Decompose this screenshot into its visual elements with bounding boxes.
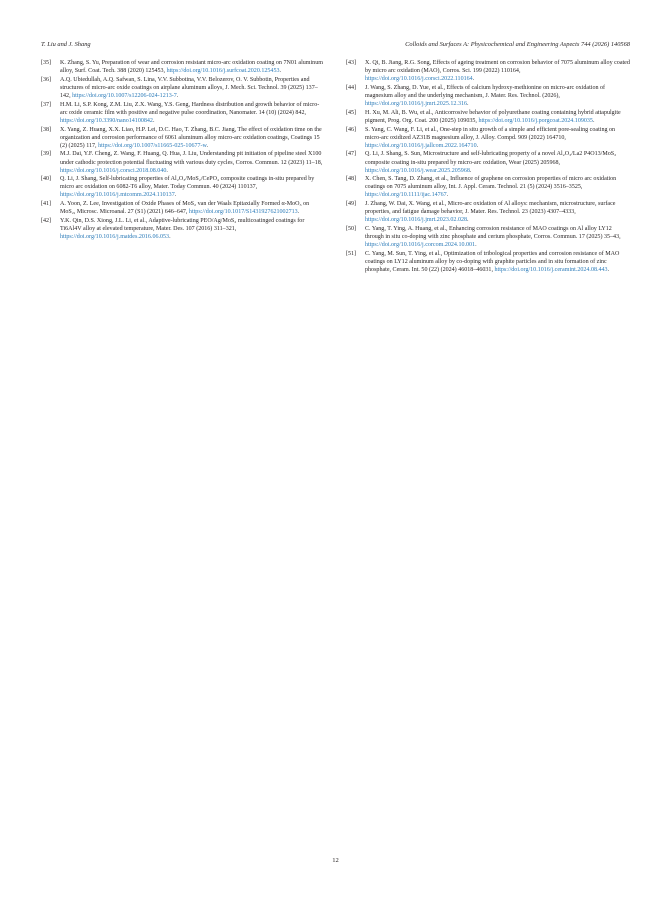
reference-text: J. Zhang, W. Dai, X. Wang, et al., Micro-arc oxidation of Al alloys: mechanism, microstructure, surface properties, and fatigue damage behavior, J. Mater. Res. Technol. 23 (2023) 4307–4333, [365,201,616,216]
reference-tail: . [279,68,282,75]
reference-doi-link[interactable]: https://doi.org/10.1007/s11665-025-10677-w [98,142,207,149]
reference-number: [45] [346,109,357,116]
reference-tail: . [166,167,168,174]
reference-doi-link[interactable]: https://doi.org/10.1007/s12206-024-1213-7 [72,92,177,99]
reference-tail: . [476,142,479,149]
reference-entry [41,175,325,199]
reference-entry [41,200,325,216]
reference-number: [51] [346,250,357,257]
reference-entry [346,109,630,125]
reference-entry [346,250,630,274]
reference-number: [42] [41,217,52,224]
reference-text: K. Zhang, S. Yu, Preparation of wear and corrosion resistant micro-arc oxidation coating on 7N01 aluminum alloy, Surf. Coat. Tech. 388 (2020) 125453, [60,60,323,75]
reference-number: [37] [41,101,52,108]
reference-tail: . [607,267,610,274]
reference-entry [346,200,630,224]
reference-text: C. Yang, M. Sun, T. Ying, et al., Optimization of tribological properties and corrosion resistance of MAO coatings on LY12 aluminum alloy by co-doping with graphite particles and in situ formation of zinc phosphate, Ceram. Int. 50 (22) (2024) 46018–46031, [365,250,620,274]
reference-tail: . [174,192,177,199]
reference-doi-link[interactable]: https://doi.org/10.1016/j.ceramint.2024.08.443 [494,267,608,274]
reference-entry [346,175,630,199]
reference-entry [346,59,630,83]
reference-doi-link[interactable]: https://doi.org/10.1016/j.surfcoat.2020.125453 [166,68,280,75]
reference-tail: . [475,242,477,249]
reference-text: A. Yoon, Z. Lee, Investigation of Oxide Phases of MoS₂ van der Waals Epitaxially Formed α-MoO₃ on MoS₂, Microsc. Microanal. 27 (S1) (2021) 646–647, [60,201,310,216]
reference-tail: . [472,76,475,83]
reference-entry [41,101,325,125]
reference-doi-link[interactable]: https://doi.org/10.1016/j.jmrt.2023.02.028 [365,217,468,224]
reference-number: [41] [41,201,52,208]
reference-tail: . [469,167,472,174]
reference-doi-link[interactable]: https://doi.org/10.1016/j.corcom.2024.10.001 [365,242,476,249]
reference-tail: . [592,117,595,124]
page-number: 12 [332,857,339,864]
reference-text: X. Yang, Z. Huang, X.X. Liao, H.P. Lei, D.C. Hao, T. Zhang, B.C. Jiang, The effect of oxidation time on the organization and corrosion performance of 6061 aluminum alloy micro-arc oxidation coatings, Coatings 15 (2) (2025) 117, [60,126,322,149]
reference-entry [346,150,630,174]
reference-number: [48] [346,176,357,183]
reference-number: [44] [346,84,357,91]
reference-entry [41,59,325,75]
reference-number: [35] [41,60,52,66]
reference-doi-link[interactable]: https://doi.org/10.1016/j.corsci.2018.08.040 [60,167,167,174]
reference-text: Q. Li, J. Shang, Self-lubricating properties of Al₂O₃/MoS₂/CePO₄ composite coatings in-situ prepared by micro arc oxidation on 6082-T6 alloy, Mater. Today Commun. 40 (2024) 110137, [60,176,315,191]
reference-entry [346,84,630,108]
reference-doi-link[interactable]: https://doi.org/10.1016/j.wear.2025.205968 [365,167,470,174]
reference-tail: . [169,234,171,241]
reference-entry [41,150,325,174]
reference-text: X. Qi, B. Jiang, R.G. Song, Effects of ageing treatment on corrosion behavior of 7075 aluminum alloy coated by micro arc oxidation (MAO), Corros. Sci. 199 (2022) 110164, [365,60,630,75]
reference-doi-link[interactable]: https://doi.org/10.1016/j.jmrt.2025.12.316 [365,101,468,108]
reference-tail: . [152,117,155,124]
reference-tail: . [176,92,179,99]
reference-doi-link[interactable]: https://doi.org/10.1016/j.mtcomm.2024.110137 [60,192,175,199]
reference-number: [39] [41,151,52,158]
reference-text: X. Chen, S. Tang, D. Zhang, et al., Influence of graphene on corrosion properties of micro arc oxidation coatings on 7075 aluminum alloy, Int. J. Appl. Ceram. Technol. 21 (5) (2024) 3516–3525, [365,176,617,191]
reference-text: C. Yang, T. Ying, A. Huang, et al., Enhancing corrosion resistance of MAO coatings on Al alloy LY12 through in situ co-doping with zinc phosphate and cerium phosphate, Corros. Commun. 17 (2025) 35–43, [365,226,621,241]
running-header [41,41,630,53]
reference-text: S. Yang, C. Wang, F. Li, et al., One-step in situ growth of a simple and efficient pore-sealing coating on micro-arc oxidized AZ31B magnesium alloy, J. Alloy. Compd. 909 (2022) 164710, [365,126,616,141]
reference-number: [50] [346,226,357,233]
reference-text: Q. Li, J. Shang, S. Sun, Microstructure and self-lubricating property of a novel Al₂O₃/La2 P4O13/MoS₂ composite coating in-situ prepared by micro-arc oxidation, Wear (2025) 205968, [365,151,617,166]
reference-doi-link[interactable]: https://doi.org/10.1016/j.corsci.2022.110164 [365,76,473,83]
reference-number: [46] [346,126,357,133]
reference-number: [49] [346,201,357,208]
reference-doi-link[interactable]: https://doi.org/10.1016/j.porgcoat.2024.109035 [478,117,593,124]
reference-tail: . [206,142,209,149]
reference-entry [41,126,325,150]
reference-text: A.Q. Ubiedullah, A.Q. Safwan, S. Lina, V.V. Subbotina, V.V. Belozerov, O. V. Subbotin, Properties and structures of micro-arc oxide coatings on airplane aluminum alloys, J. Mech. Sci. Technol. 39 (2025) 137–142, [60,76,318,99]
reference-doi-link[interactable]: https://doi.org/10.3390/nano14100842 [60,117,153,124]
reference-number: [47] [346,151,357,158]
reference-number: [36] [41,76,52,83]
header-journal: Colloids and Surfaces A: Physicochemical and Engineering Aspects 744 (2026) 140568 [405,41,630,48]
reference-tail: . [467,217,469,224]
reference-number: [43] [346,60,357,66]
references-column-left [41,59,325,242]
reference-entry [346,126,630,150]
references-column-right [346,59,630,275]
reference-text: H. Xu, M. Ali, B. Wu, et al., Anticorrosive behavior of polyurethane coating containing hybrid attapulgite pigment, Prog. Org. Coat. 200 (2025) 109035, [365,109,621,124]
reference-text: M.J. Dai, Y.F. Cheng, Z. Wang, F. Huang, Q. Hua, J. Liu, Understanding pit initiation of pipeline steel X100 under cathodic protection potential fluctuating with various duty cycles, Corros. Commun. 12 (2023) 11–18, [60,151,323,166]
reference-text: J. Wang, S. Zhang, D. Yue, et al., Effects of calcium hydroxy-methionine on micro-arc oxidation of magnesium alloy and the underlying mechanism, J. Mater. Res. Technol. (2026), [365,84,606,99]
header-authors: T. Liu and J. Shang [41,41,91,48]
reference-tail: . [297,209,300,216]
reference-doi-link[interactable]: https://doi.org/10.1016/j.matdes.2016.06.053 [60,234,170,241]
reference-tail: . [467,101,469,108]
reference-number: [40] [41,176,52,183]
reference-doi-link[interactable]: https://doi.org/10.1111/ijac.14767 [365,192,447,199]
reference-entry [41,76,325,100]
reference-tail: . [446,192,449,199]
reference-entry [346,225,630,249]
reference-doi-link[interactable]: https://doi.org/10.1017/S1431927621002713 [188,209,298,216]
reference-text: H.M. Li, S.P. Kong, Z.M. Liu, Z.X. Wang, Y.S. Geng, Hardness distribution and growth behavior of micro-arc oxide ceramic film with positive and negative pulse coordination, Nanomater. 14 (10) (2024) 842, [60,101,320,116]
reference-number: [38] [41,126,52,133]
reference-entry [41,217,325,241]
reference-doi-link[interactable]: https://doi.org/10.1016/j.jallcom.2022.164710 [365,142,477,149]
reference-text: Y.K. Qin, D.S. Xiong, J.L. Li, et al., Adaptive-lubricating PEO/Ag/MoS₂ multicoatinged coatings for Ti6Al4V alloy at elevated temperature, Mater. Des. 107 (2016) 311–321, [60,217,305,233]
